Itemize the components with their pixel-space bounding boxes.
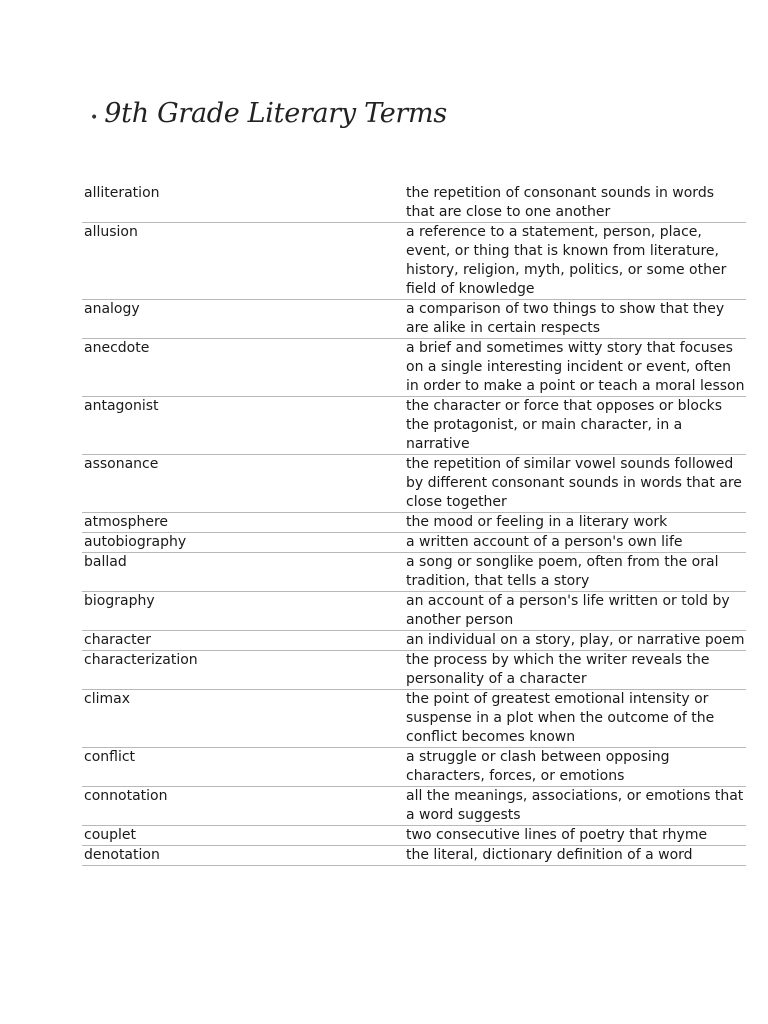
terms-table-body (82, 184, 746, 866)
definition-cell: all the meanings, associations, or emotions that a word suggests (406, 788, 744, 823)
table-row (82, 787, 746, 826)
table-row (82, 553, 746, 592)
definition-cell: the repetition of consonant sounds in words that are close to one another (406, 185, 714, 220)
term-cell: connotation (84, 788, 168, 804)
definition-cell: the character or force that opposes or blocks the protagonist, or main character, in a narrative (406, 398, 723, 452)
definition-cell: a brief and sometimes witty story that focuses on a single interesting incident or event, often in order to make a point or teach a moral lesson (406, 340, 745, 394)
term-cell: biography (84, 593, 155, 609)
table-row (82, 592, 746, 631)
page-title: 9th Grade Literary Terms (104, 98, 447, 129)
term-cell: couplet (84, 827, 137, 843)
definition-cell: an account of a person's life written or told by another person (406, 593, 730, 628)
term-cell: climax (84, 691, 130, 707)
definition-cell: a comparison of two things to show that they are alike in certain respects (406, 301, 725, 336)
term-cell: autobiography (84, 534, 187, 550)
definition-cell: the mood or feeling in a literary work (406, 514, 668, 530)
term-cell: denotation (84, 847, 160, 863)
table-row (82, 748, 746, 787)
definition-cell: the literal, dictionary definition of a word (406, 847, 693, 863)
table-row (82, 513, 746, 533)
definition-cell: a struggle or clash between opposing characters, forces, or emotions (406, 749, 670, 784)
term-cell: alliteration (84, 185, 160, 201)
term-cell: conflict (84, 749, 136, 765)
term-cell: assonance (84, 456, 159, 472)
table-row (82, 397, 746, 455)
table-row (82, 300, 746, 339)
term-cell: atmosphere (84, 514, 168, 530)
definition-cell: the point of greatest emotional intensity or suspense in a plot when the outcome of the conflict becomes known (406, 691, 715, 745)
term-cell: character (84, 632, 152, 648)
title-row (90, 98, 447, 129)
definition-cell: a written account of a person's own life (406, 534, 683, 550)
definition-cell: a song or songlike poem, often from the oral tradition, that tells a story (406, 554, 719, 589)
term-cell: ballad (84, 554, 127, 570)
table-row (82, 631, 746, 651)
term-cell: characterization (84, 652, 198, 668)
definition-cell: the repetition of similar vowel sounds followed by different consonant sounds in words that are close together (406, 456, 742, 510)
term-cell: antagonist (84, 398, 159, 414)
table-row (82, 533, 746, 553)
term-cell: anecdote (84, 340, 150, 356)
term-cell: analogy (84, 301, 140, 317)
table-row (82, 339, 746, 397)
table-row (82, 846, 746, 866)
definition-cell: the process by which the writer reveals the personality of a character (406, 652, 710, 687)
table-row (82, 651, 746, 690)
definition-cell: two consecutive lines of poetry that rhyme (406, 827, 708, 843)
table-row (82, 223, 746, 300)
term-cell: allusion (84, 224, 138, 240)
table-row (82, 690, 746, 748)
table-row (82, 184, 746, 223)
terms-table (82, 184, 746, 866)
definition-cell: an individual on a story, play, or narrative poem (406, 632, 745, 648)
definition-cell: a reference to a statement, person, place, event, or thing that is known from literature, history, religion, myth, politics, or some other field of knowledge (406, 224, 727, 297)
table-row (82, 455, 746, 513)
table-row (82, 826, 746, 846)
title-bullet: • (90, 110, 99, 126)
